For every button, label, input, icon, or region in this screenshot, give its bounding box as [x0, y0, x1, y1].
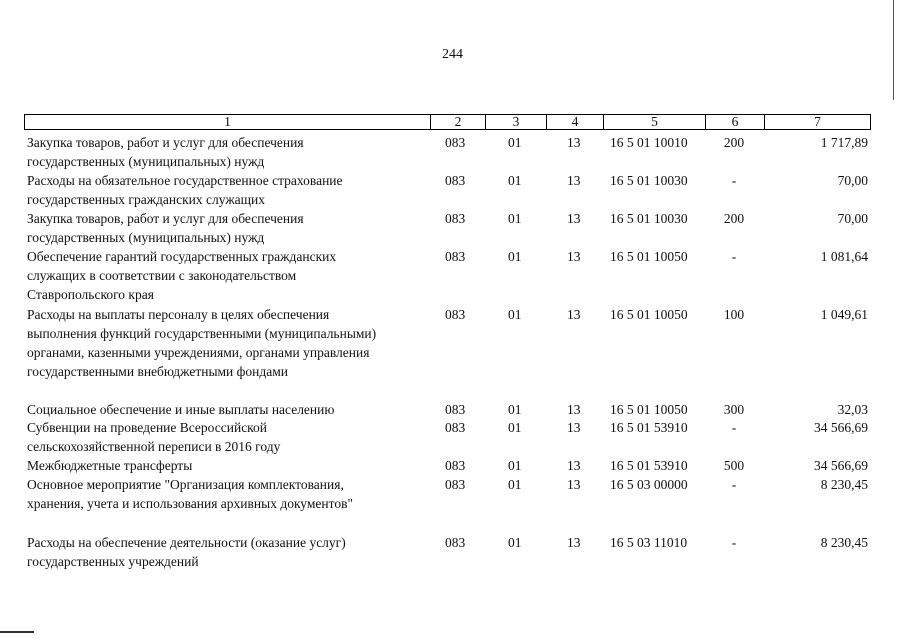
row-c3-value: 01 — [508, 458, 522, 473]
row-c2-value: 083 — [445, 420, 466, 435]
row-c6-value: 100 — [723, 307, 745, 322]
row-c7-value: 70,00 — [837, 173, 868, 188]
row-name-line: Субвенции на проведение Всероссийской — [27, 420, 268, 435]
row-c6-value: 500 — [723, 458, 745, 473]
row-name-line: хранения, учета и использования архивных документов" — [27, 496, 353, 511]
row-name-line: Расходы на выплаты персоналу в целях обеспечения — [27, 307, 330, 322]
header-col-3: 3 — [485, 114, 547, 130]
row-name-line: Расходы на обеспечение деятельности (оказание услуг) — [27, 535, 346, 550]
row-c7-value: 8 230,45 — [820, 535, 868, 550]
row-c2-value: 083 — [445, 535, 466, 550]
header-col-1: 1 — [24, 114, 431, 130]
row-c3-value: 01 — [508, 173, 522, 188]
row-c5-value: 16 5 03 11010 — [610, 535, 688, 550]
header-col-6: 6 — [705, 114, 765, 130]
row-c2-value: 083 — [445, 477, 466, 492]
row-c4-value: 13 — [567, 458, 581, 473]
row-c6-value: - — [731, 173, 737, 188]
row-c4-value: 13 — [567, 173, 581, 188]
row-name-line: Расходы на обязательное государственное страхование — [27, 173, 343, 188]
row-name-line: органами, казенными учреждениями, органами управления — [27, 345, 370, 360]
row-c4-value: 13 — [567, 307, 581, 322]
row-c7-value: 8 230,45 — [820, 477, 868, 492]
row-c7-value: 34 566,69 — [814, 420, 868, 435]
row-name-line: государственных учреждений — [27, 554, 199, 569]
row-c4-value: 13 — [567, 135, 581, 150]
footnote-rule — [0, 631, 34, 633]
header-col-7: 7 — [764, 114, 871, 130]
row-name-line: сельскохозяйственной переписи в 2016 году — [27, 439, 281, 454]
row-c2-value: 083 — [445, 307, 466, 322]
row-name-line: Закупка товаров, работ и услуг для обеспечения — [27, 135, 304, 150]
row-c6-value: - — [731, 477, 737, 492]
row-c4-value: 13 — [567, 211, 581, 226]
row-c2-value: 083 — [445, 402, 466, 417]
row-c5-value: 16 5 01 10030 — [610, 211, 688, 226]
row-name-line: государственных (муниципальных) нужд — [27, 154, 265, 169]
row-c5-value: 16 5 01 10010 — [610, 135, 688, 150]
header-col-2: 2 — [430, 114, 486, 130]
row-c4-value: 13 — [567, 249, 581, 264]
row-c7-value: 1 049,61 — [820, 307, 868, 322]
row-c2-value: 083 — [445, 211, 466, 226]
row-c3-value: 01 — [508, 402, 522, 417]
row-c2-value: 083 — [445, 173, 466, 188]
header-col-4: 4 — [546, 114, 604, 130]
row-c5-value: 16 5 01 53910 — [610, 458, 688, 473]
row-c6-value: 200 — [723, 135, 745, 150]
row-name-line: Обеспечение гарантий государственных гражданских — [27, 249, 337, 264]
scan-edge-line — [893, 0, 894, 100]
row-c2-value: 083 — [445, 249, 466, 264]
row-c5-value: 16 5 01 10030 — [610, 173, 688, 188]
row-name-line: Основное мероприятие "Организация комплектования, — [27, 477, 344, 492]
row-name-line: Межбюджетные трансферты — [27, 458, 193, 473]
row-c3-value: 01 — [508, 420, 522, 435]
row-name-line: Закупка товаров, работ и услуг для обеспечения — [27, 211, 304, 226]
row-c7-value: 1 081,64 — [820, 249, 868, 264]
row-c4-value: 13 — [567, 420, 581, 435]
row-name-line: выполнения функций государственными (муниципальными) — [27, 326, 377, 341]
row-c3-value: 01 — [508, 211, 522, 226]
row-c4-value: 13 — [567, 535, 581, 550]
row-c5-value: 16 5 01 10050 — [610, 402, 688, 417]
row-c4-value: 13 — [567, 402, 581, 417]
row-c3-value: 01 — [508, 249, 522, 264]
row-c6-value: 300 — [723, 402, 745, 417]
row-c6-value: - — [731, 535, 737, 550]
row-c3-value: 01 — [508, 135, 522, 150]
row-c5-value: 16 5 01 10050 — [610, 249, 688, 264]
row-c5-value: 16 5 01 10050 — [610, 307, 688, 322]
row-c6-value: 200 — [723, 211, 745, 226]
header-col-5: 5 — [603, 114, 706, 130]
row-c7-value: 1 717,89 — [820, 135, 868, 150]
row-name-line: Социальное обеспечение и иные выплаты населению — [27, 402, 335, 417]
row-c5-value: 16 5 03 00000 — [610, 477, 688, 492]
row-name-line: служащих в соответствии с законодательством — [27, 268, 297, 283]
row-name-line: Ставропольского края — [27, 287, 154, 302]
row-c3-value: 01 — [508, 477, 522, 492]
row-c6-value: - — [731, 249, 737, 264]
row-c3-value: 01 — [508, 307, 522, 322]
row-c7-value: 70,00 — [837, 211, 868, 226]
row-c2-value: 083 — [445, 458, 466, 473]
row-c7-value: 32,03 — [837, 402, 868, 417]
row-name-line: государственными внебюджетными фондами — [27, 364, 289, 379]
row-name-line: государственных (муниципальных) нужд — [27, 230, 265, 245]
row-c2-value: 083 — [445, 135, 466, 150]
row-c7-value: 34 566,69 — [814, 458, 868, 473]
row-c4-value: 13 — [567, 477, 581, 492]
row-c3-value: 01 — [508, 535, 522, 550]
row-c6-value: - — [731, 420, 737, 435]
row-c5-value: 16 5 01 53910 — [610, 420, 688, 435]
page-number: 244 — [442, 47, 463, 62]
row-name-line: государственных гражданских служащих — [27, 192, 266, 207]
